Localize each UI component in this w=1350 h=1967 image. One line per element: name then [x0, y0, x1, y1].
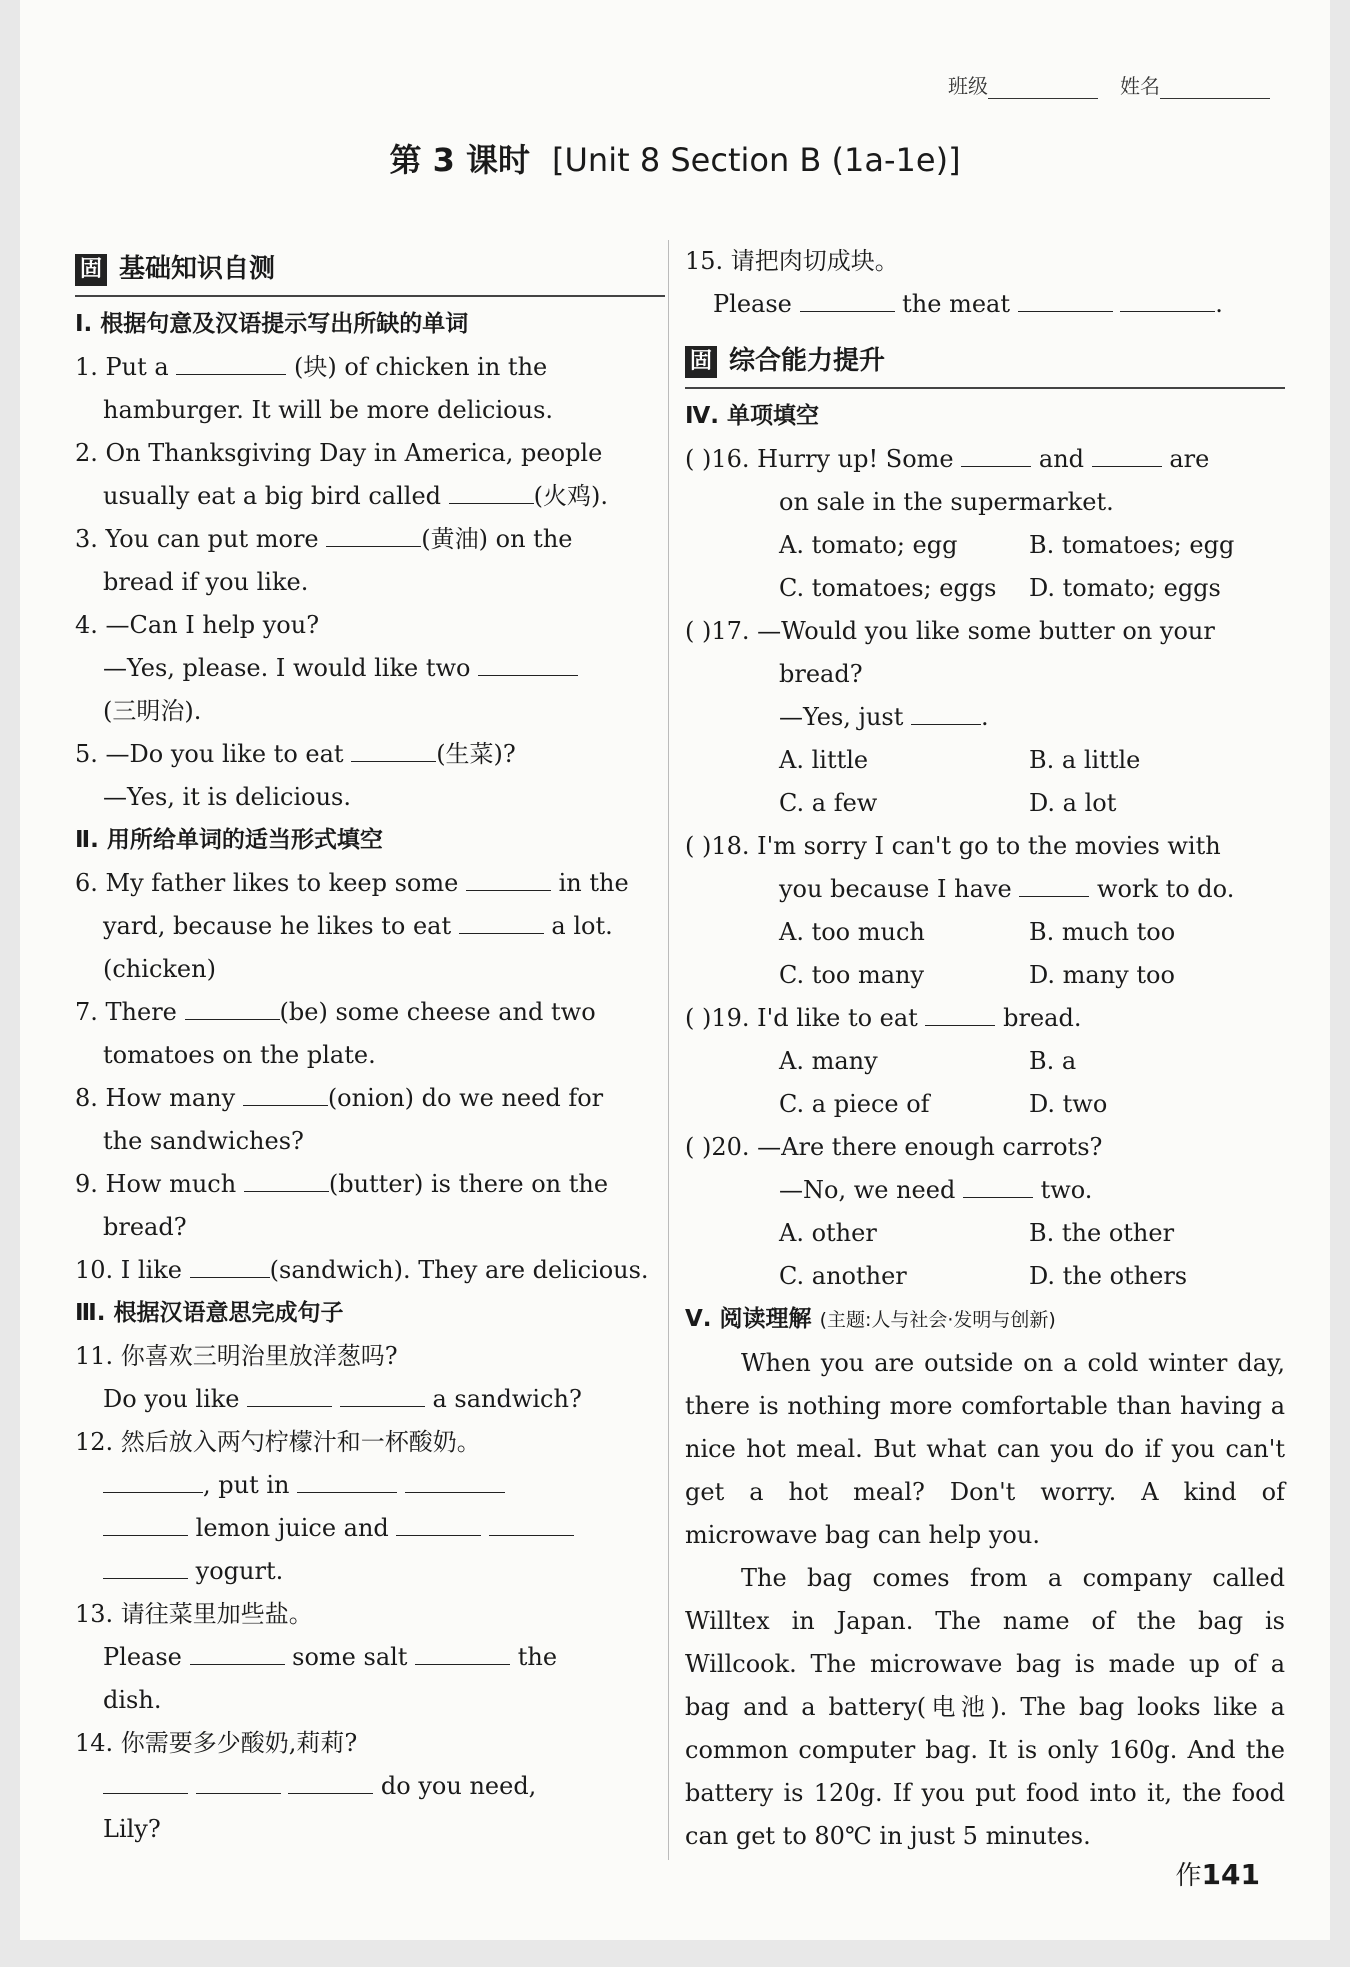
option-a[interactable]: A. too much: [779, 918, 925, 946]
answer-blank[interactable]: [925, 997, 995, 1026]
option-b[interactable]: B. the other: [1029, 1219, 1175, 1247]
question-7-cont: tomatoes on the plate.: [103, 1041, 376, 1069]
answer-blank[interactable]: [449, 475, 534, 504]
question-8: 8. How many (onion) do we need for: [75, 1077, 665, 1120]
option-c[interactable]: C. too many: [779, 961, 925, 989]
options-18b: [685, 954, 1285, 997]
answer-blank[interactable]: [1019, 868, 1089, 897]
section-basic: [75, 248, 665, 297]
option-d[interactable]: D. many too: [1029, 961, 1175, 989]
options-20: [685, 1212, 1285, 1255]
question-13: 13. 请往菜里加些盐。: [75, 1600, 313, 1628]
option-d[interactable]: D. a lot: [1029, 789, 1117, 817]
question-19: ( )19. I'd like to eat bread.: [685, 997, 1285, 1040]
page-title: [20, 135, 1330, 181]
question-16-cont: on sale in the supermarket.: [779, 488, 1114, 516]
theme-tag: (主题:人与社会·发明与创新): [819, 1309, 1056, 1331]
question-2: 2. On Thanksgiving Day in America, people: [75, 439, 603, 467]
option-a[interactable]: A. little: [779, 746, 869, 774]
class-label: 班级: [948, 74, 988, 98]
question-20: ( )20. —Are there enough carrots?: [685, 1133, 1103, 1161]
name-label: 姓名: [1120, 74, 1160, 98]
question-17-reply: —Yes, just .: [685, 696, 1285, 739]
question-5-cont: —Yes, it is delicious.: [103, 783, 351, 811]
question-12: 12. 然后放入两勺柠檬汁和一杯酸奶。: [75, 1428, 481, 1456]
question-14: 14. 你需要多少酸奶,莉莉?: [75, 1729, 358, 1757]
right-column: [685, 240, 1285, 1858]
option-d[interactable]: D. two: [1029, 1090, 1108, 1118]
options-18: [685, 911, 1285, 954]
question-1: 1. Put a (块) of chicken in the: [75, 346, 665, 389]
name-blank[interactable]: [1160, 80, 1270, 99]
question-9: 9. How much (butter) is there on the: [75, 1163, 665, 1206]
answer-blank[interactable]: [466, 862, 551, 891]
answer-blank[interactable]: [185, 991, 280, 1020]
answer-blank[interactable]: [478, 647, 578, 676]
section-title: 基础知识自测: [119, 254, 276, 284]
question-17: ( )17. —Would you like some butter on your: [685, 617, 1215, 645]
section-icon: 固: [75, 254, 107, 286]
student-info: [948, 70, 1270, 99]
section-advanced: [685, 340, 1285, 389]
answer-blank[interactable]: [288, 1765, 373, 1794]
answer-blank[interactable]: [176, 346, 286, 375]
question-12-line2: lemon juice and: [75, 1507, 665, 1550]
answer-blank[interactable]: [340, 1378, 425, 1407]
option-a[interactable]: A. many: [779, 1047, 878, 1075]
question-7: 7. There (be) some cheese and two: [75, 991, 665, 1034]
option-d[interactable]: D. the others: [1029, 1262, 1188, 1290]
answer-blank[interactable]: [247, 1378, 332, 1407]
question-6-cont: yard, because he likes to eat a lot.: [75, 905, 665, 948]
question-3-cont: bread if you like.: [103, 568, 309, 596]
option-c[interactable]: C. a piece of: [779, 1090, 930, 1118]
question-17-cont: bread?: [779, 660, 863, 688]
option-b[interactable]: B. a: [1029, 1047, 1077, 1075]
part-1-heading: Ⅰ. 根据句意及汉语提示写出所缺的单词: [75, 311, 469, 337]
options-16b: [685, 567, 1285, 610]
answer-blank[interactable]: [103, 1464, 203, 1493]
options-16: [685, 524, 1285, 567]
question-6: 6. My father likes to keep some in the: [75, 862, 665, 905]
answer-blank[interactable]: [326, 518, 421, 547]
option-b[interactable]: B. much too: [1029, 918, 1176, 946]
answer-blank[interactable]: [911, 696, 981, 725]
question-4-hint: (三明治).: [103, 697, 202, 725]
answer-blank[interactable]: [459, 905, 544, 934]
answer-blank[interactable]: [103, 1507, 188, 1536]
answer-blank[interactable]: [351, 733, 436, 762]
section-title: 综合能力提升: [729, 346, 886, 376]
option-c[interactable]: C. tomatoes; eggs: [779, 574, 997, 602]
question-12-cont: , put in: [75, 1464, 665, 1507]
question-20-cont: —No, we need two.: [685, 1169, 1285, 1212]
question-14-cont: do you need,: [75, 1765, 665, 1808]
question-5: 5. —Do you like to eat (生菜)?: [75, 733, 665, 776]
answer-blank[interactable]: [405, 1464, 505, 1493]
answer-blank[interactable]: [961, 438, 1031, 467]
option-c[interactable]: C. a few: [779, 789, 878, 817]
question-10: 10. I like (sandwich). They are delicious.: [75, 1249, 665, 1292]
option-d[interactable]: D. tomato; eggs: [1029, 574, 1221, 602]
question-13-end: dish.: [103, 1686, 162, 1714]
options-17b: [685, 782, 1285, 825]
question-4-cont: —Yes, please. I would like two: [75, 647, 665, 690]
part-2-heading: Ⅱ. 用所给单词的适当形式填空: [75, 827, 383, 853]
answer-blank[interactable]: [1092, 438, 1162, 467]
options-19: [685, 1040, 1285, 1083]
option-c[interactable]: C. another: [779, 1262, 907, 1290]
question-11: 11. 你喜欢三明治里放洋葱吗?: [75, 1342, 398, 1370]
option-a[interactable]: A. tomato; egg: [779, 531, 958, 559]
question-3: 3. You can put more (黄油) on the: [75, 518, 665, 561]
workbook-page: [20, 0, 1330, 1940]
part-5-heading: Ⅴ. 阅读理解 (主题:人与社会·发明与创新): [685, 1306, 1056, 1332]
answer-blank[interactable]: [396, 1507, 481, 1536]
question-15-cont: Please the meat .: [685, 283, 1285, 326]
class-blank[interactable]: [988, 80, 1098, 99]
question-9-cont: bread?: [103, 1213, 187, 1241]
page-number: 作141: [1175, 1858, 1260, 1891]
answer-blank[interactable]: [244, 1163, 329, 1192]
question-11-cont: Do you like a sandwich?: [75, 1378, 665, 1421]
question-2-cont: usually eat a big bird called (火鸡).: [75, 475, 665, 518]
question-8-cont: the sandwiches?: [103, 1127, 304, 1155]
answer-blank[interactable]: [415, 1636, 510, 1665]
question-12-line3: yogurt.: [75, 1550, 665, 1593]
answer-blank[interactable]: [963, 1169, 1033, 1198]
column-divider: [668, 240, 669, 1860]
question-6-hint: (chicken): [103, 955, 216, 983]
options-19b: [685, 1083, 1285, 1126]
answer-blank[interactable]: [190, 1636, 285, 1665]
option-b[interactable]: B. a little: [1029, 746, 1141, 774]
question-4: 4. —Can I help you?: [75, 611, 320, 639]
option-b[interactable]: B. tomatoes; egg: [1029, 531, 1235, 559]
question-1-cont: hamburger. It will be more delicious.: [103, 396, 554, 424]
answer-blank[interactable]: [297, 1464, 397, 1493]
answer-blank[interactable]: [1120, 283, 1215, 312]
reading-paragraph-1: When you are outside on a cold winter day, there is nothing more comfortable than having a nice hot meal. But what can you do if you can't get a hot meal? Don't worry. A kind of microwave bag can help you.: [685, 1349, 1285, 1549]
question-16: ( )16. Hurry up! Some and are: [685, 438, 1285, 481]
question-18-cont: you because I have work to do.: [685, 868, 1285, 911]
question-13-cont: Please some salt the: [75, 1636, 665, 1679]
answer-blank[interactable]: [489, 1507, 574, 1536]
answer-blank[interactable]: [103, 1765, 188, 1794]
lesson-number: 第 3 课时: [389, 141, 531, 179]
answer-blank[interactable]: [196, 1765, 281, 1794]
answer-blank[interactable]: [190, 1249, 270, 1278]
answer-blank[interactable]: [243, 1077, 328, 1106]
part-3-heading: Ⅲ. 根据汉语意思完成句子: [75, 1300, 344, 1326]
unit-title: [Unit 8 Section B (1a-1e)]: [552, 141, 961, 179]
reading-paragraph-2: The bag comes from a company called Willtex in Japan. The name of the bag is Willcook. The microwave bag is made up of a bag and a battery(电池). The bag looks like a common computer bag. It is only 160g. And the battery is 120g. If you put food into it, the food can get to 80℃ in just 5 minutes.: [685, 1564, 1285, 1850]
left-column: [75, 240, 665, 1851]
answer-blank[interactable]: [1018, 283, 1113, 312]
section-icon: 固: [685, 346, 717, 378]
answer-blank[interactable]: [800, 283, 895, 312]
options-17: [685, 739, 1285, 782]
question-18: ( )18. I'm sorry I can't go to the movies with: [685, 832, 1221, 860]
part-4-heading: Ⅳ. 单项填空: [685, 403, 820, 429]
question-14-end: Lily?: [103, 1815, 161, 1843]
question-15: 15. 请把肉切成块。: [685, 247, 899, 275]
options-20b: [685, 1255, 1285, 1298]
answer-blank[interactable]: [103, 1550, 188, 1579]
option-a[interactable]: A. other: [779, 1219, 877, 1247]
